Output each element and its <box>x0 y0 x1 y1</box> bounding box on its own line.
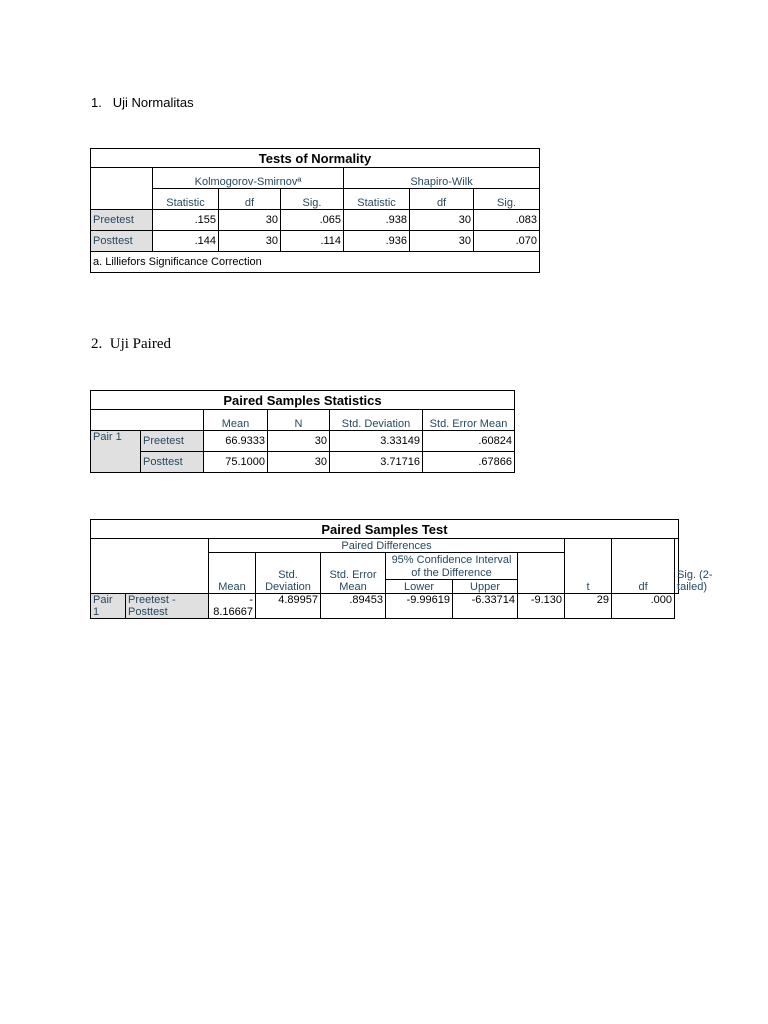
cell-se: .89453 <box>321 594 386 619</box>
pair-label: Pair 1 <box>91 431 141 473</box>
paired-samples-test-table <box>90 519 713 619</box>
label-line2: Posttest <box>128 606 168 618</box>
paired-samples-statistics-table <box>90 390 515 473</box>
row-label <box>126 594 209 619</box>
cell-lower: -9.99619 <box>386 594 453 619</box>
group-header-ks: Kolmogorov-Smirnovª <box>153 168 344 189</box>
corner-cell <box>91 539 209 594</box>
col-header-lower: Lower <box>386 580 453 594</box>
tests-of-normality-table <box>90 148 540 273</box>
cell: .60824 <box>423 431 515 452</box>
sig-line1: Sig. (2- <box>677 569 713 581</box>
col-header: Statistic <box>153 189 219 210</box>
sd-line2: Deviation <box>265 581 311 593</box>
table-row <box>91 231 540 252</box>
label-line1: Preetest - <box>128 594 176 606</box>
col-header-sig <box>675 539 713 594</box>
cell: 30 <box>268 431 330 452</box>
mean-line1: - <box>249 594 253 606</box>
se-line2: Mean <box>339 581 367 593</box>
cell: .114 <box>281 231 344 252</box>
col-header-mean: Mean <box>209 553 256 594</box>
col-header-std-error-mean <box>321 553 386 594</box>
row-label: Preetest <box>141 431 204 452</box>
col-header-df: df <box>612 539 675 594</box>
table-row <box>91 210 540 231</box>
col-header: df <box>219 189 281 210</box>
section-1-number: 1. <box>91 95 102 110</box>
sig-line2: tailed) <box>677 581 708 593</box>
corner-cell <box>91 410 204 431</box>
cell: 3.33149 <box>330 431 423 452</box>
table-title: Paired Samples Statistics <box>90 390 515 409</box>
section-1-title: Uji Normalitas <box>112 95 194 110</box>
col-header: Sig. <box>474 189 540 210</box>
cell-upper: -6.33714 <box>453 594 518 619</box>
mean-line2: 8.16667 <box>213 606 253 618</box>
cell: 3.71716 <box>330 452 423 473</box>
cell: .155 <box>153 210 219 231</box>
cell: 75.1000 <box>204 452 268 473</box>
ci-header-line2: of the Difference <box>386 566 518 580</box>
cell: 30 <box>410 231 474 252</box>
cell: .065 <box>281 210 344 231</box>
cell-sd: 4.89957 <box>256 594 321 619</box>
pair-label <box>91 594 126 619</box>
col-header-upper: Upper <box>453 580 518 594</box>
col-header: N <box>268 410 330 431</box>
col-header: Std. Deviation <box>330 410 423 431</box>
col-header: Sig. <box>281 189 344 210</box>
col-header: Statistic <box>344 189 410 210</box>
section-1-heading <box>91 95 194 110</box>
cell: 30 <box>219 231 281 252</box>
table-row <box>91 594 679 619</box>
section-2-title: Uji Paired <box>109 336 171 352</box>
cell-sig: .000 <box>612 594 675 619</box>
cell-df: 29 <box>565 594 612 619</box>
col-header: df <box>410 189 474 210</box>
table-row <box>91 431 515 452</box>
col-header: Mean <box>204 410 268 431</box>
sd-line1: Std. <box>278 569 298 581</box>
group-header-sw: Shapiro-Wilk <box>344 168 540 189</box>
cell: 30 <box>268 452 330 473</box>
cell-t: -9.130 <box>518 594 565 619</box>
col-header-t: t <box>565 539 612 594</box>
table-title: Paired Samples Test <box>90 519 679 538</box>
table-footnote: a. Lilliefors Significance Correction <box>91 252 540 273</box>
table-title: Tests of Normality <box>90 148 540 167</box>
cell: .083 <box>474 210 540 231</box>
corner-cell <box>91 168 153 210</box>
table-row <box>91 452 515 473</box>
cell: 30 <box>219 210 281 231</box>
cell: .070 <box>474 231 540 252</box>
group-header-paired-differences: Paired Differences <box>209 539 565 553</box>
cell-mean <box>209 594 256 619</box>
cell: .67866 <box>423 452 515 473</box>
cell: 30 <box>410 210 474 231</box>
col-header: Std. Error Mean <box>423 410 515 431</box>
cell: 66.9333 <box>204 431 268 452</box>
row-label: Posttest <box>141 452 204 473</box>
se-line1: Std. Error <box>329 569 377 581</box>
ci-header-line1: 95% Confidence Interval <box>386 553 518 567</box>
pair-line2: 1 <box>93 606 100 618</box>
section-2-number: 2. <box>91 336 103 352</box>
pair-line1: Pair <box>93 594 113 606</box>
row-label: Preetest <box>91 210 153 231</box>
row-label: Posttest <box>91 231 153 252</box>
cell: .936 <box>344 231 410 252</box>
cell: .938 <box>344 210 410 231</box>
col-header-std-deviation <box>256 553 321 594</box>
cell: .144 <box>153 231 219 252</box>
section-2-heading <box>91 336 171 353</box>
